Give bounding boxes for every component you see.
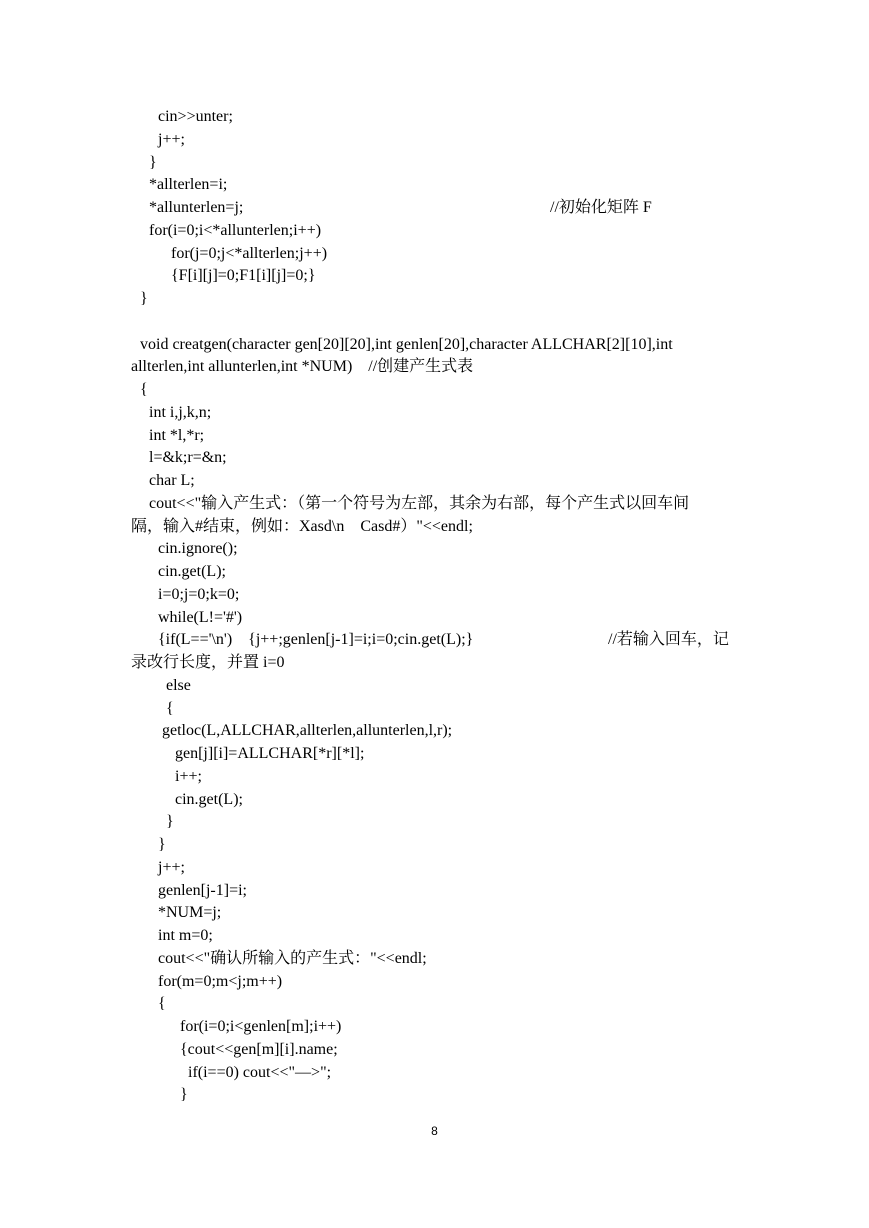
page-number: 8	[431, 1124, 438, 1138]
code-line: *allunterlen=j;	[149, 199, 244, 216]
code-line: int m=0;	[158, 927, 213, 944]
code-line: getloc(L,ALLCHAR,allterlen,allunterlen,l,r);	[162, 722, 453, 739]
code-line: {if(L=='\n') {j++;genlen[j-1]=i;i=0;cin.get(L);}	[158, 631, 474, 648]
code-line: for(i=0;i<*allunterlen;i++)	[149, 222, 322, 239]
code-line: *NUM=j;	[158, 904, 222, 921]
code-comment: //若输入回车，记	[608, 631, 729, 648]
code-line: int *l,*r;	[149, 427, 205, 444]
code-line: }	[140, 290, 148, 307]
code-line: {	[166, 700, 174, 717]
code-line: }	[180, 1086, 188, 1103]
code-line: {cout<<gen[m][i].name;	[180, 1041, 338, 1058]
code-line: if(i==0) cout<<"—>";	[188, 1064, 332, 1081]
code-line: }	[158, 836, 166, 853]
code-line: cin>>unter;	[158, 108, 233, 125]
code-line: void creatgen(character gen[20][20],int genlen[20],character ALLCHAR[2][10],int	[140, 336, 673, 353]
code-line: allterlen,int allunterlen,int *NUM) //创建产生式表	[131, 358, 474, 375]
code-line: else	[166, 677, 191, 694]
code-line: cin.get(L);	[158, 563, 226, 580]
code-line: char L;	[149, 472, 195, 489]
code-comment: 录改行长度，并置 i=0	[131, 654, 285, 671]
code-line: for(m=0;m<j;m++)	[158, 973, 283, 990]
code-line: l=&k;r=&n;	[149, 449, 227, 466]
code-line: j++;	[158, 859, 185, 876]
code-line: for(i=0;i<genlen[m];i++)	[180, 1018, 342, 1035]
code-line: for(j=0;j<*allterlen;j++)	[171, 245, 328, 262]
code-line: while(L!='#')	[158, 609, 243, 626]
code-line: }	[166, 813, 174, 830]
code-line: cout<<"确认所输入的产生式："<<endl;	[158, 950, 427, 967]
code-line: cin.get(L);	[175, 791, 243, 808]
code-line: cin.ignore();	[158, 540, 238, 557]
code-line: *allterlen=i;	[149, 176, 228, 193]
code-line: cout<<"输入产生式：（第一个符号为左部，其余为右部，每个产生式以回车间	[149, 495, 690, 512]
code-line: i++;	[175, 768, 202, 785]
code-line: 隔，输入#结束，例如：Xasd\n Casd#）"<<endl;	[131, 518, 473, 535]
code-line: {	[158, 995, 166, 1012]
code-line: i=0;j=0;k=0;	[158, 586, 240, 603]
code-line: j++;	[158, 131, 185, 148]
code-line: gen[j][i]=ALLCHAR[*r][*l];	[175, 745, 365, 762]
code-line: }	[149, 154, 157, 171]
code-comment: //初始化矩阵 F	[550, 199, 652, 216]
code-line: genlen[j-1]=i;	[158, 882, 247, 899]
code-line: int i,j,k,n;	[149, 404, 212, 421]
code-line: {	[140, 381, 148, 398]
code-line: {F[i][j]=0;F1[i][j]=0;}	[171, 267, 316, 284]
